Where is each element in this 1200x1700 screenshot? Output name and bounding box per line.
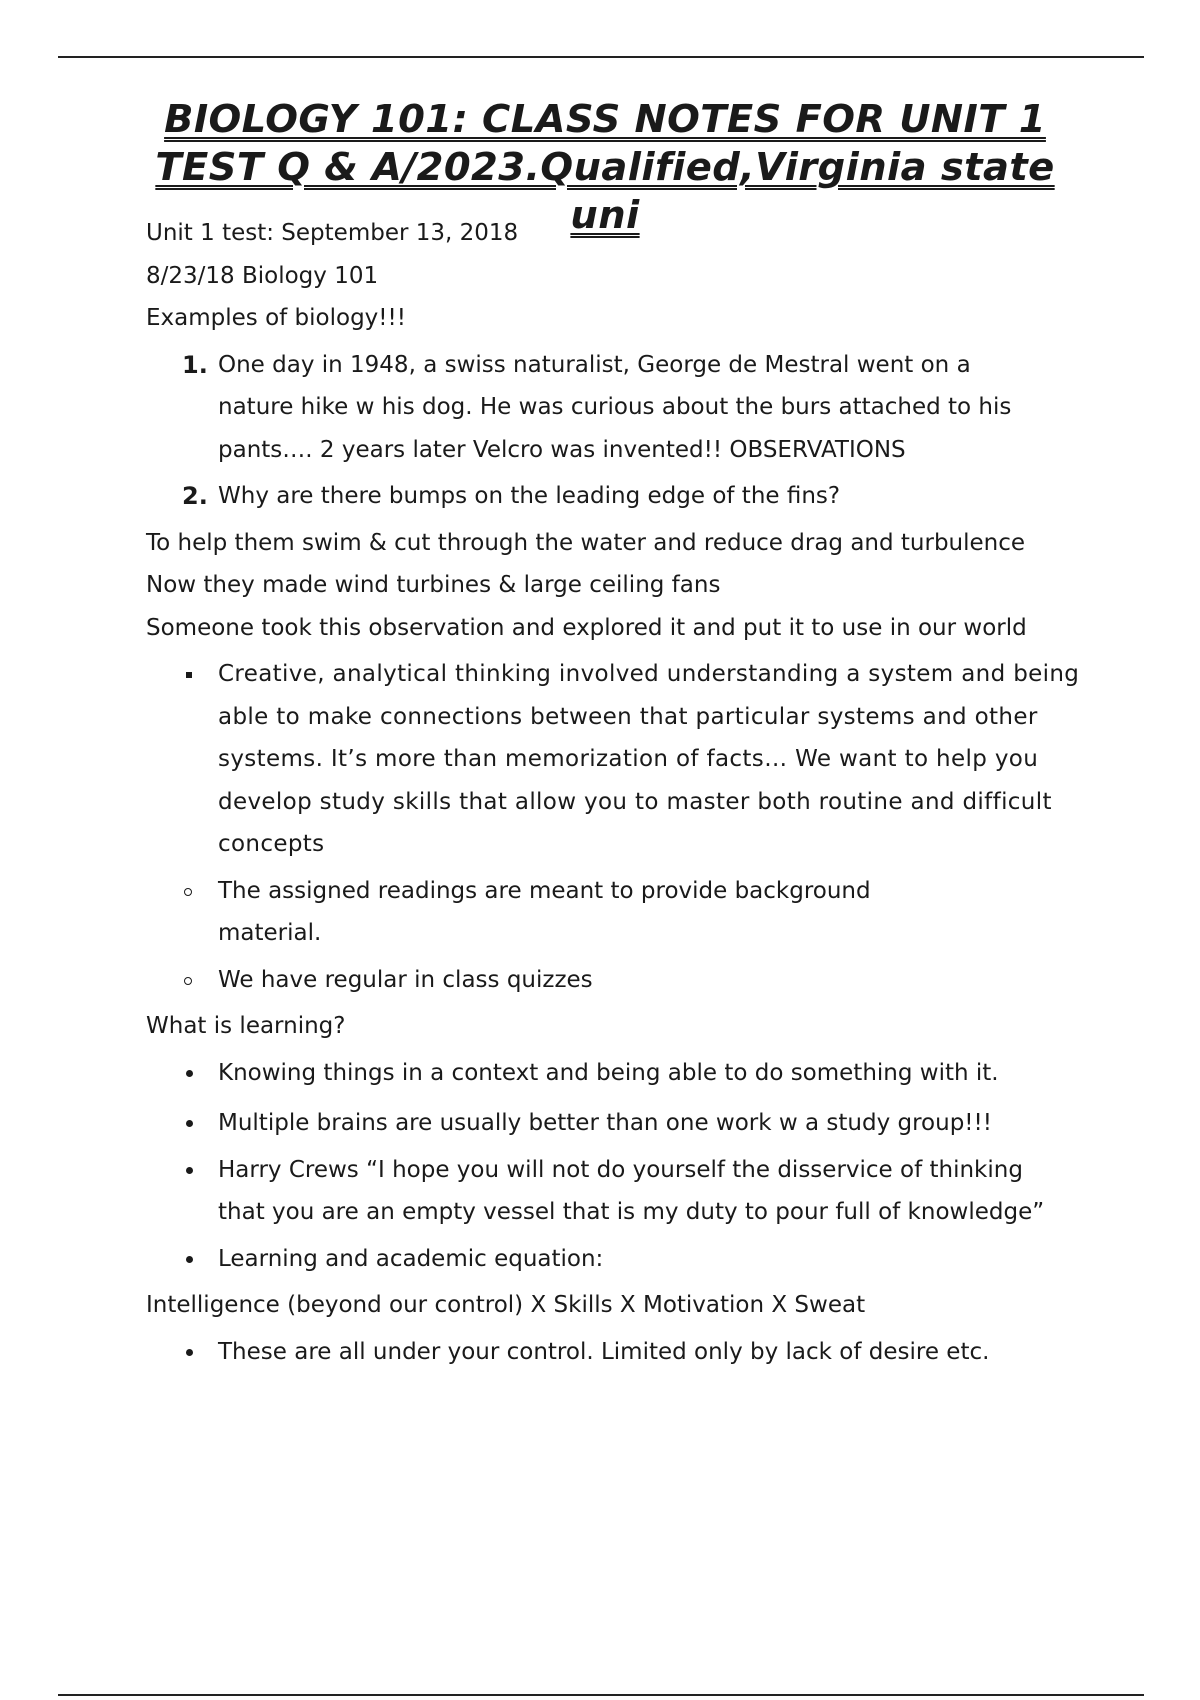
bottom-rule — [58, 1694, 1144, 1696]
list-item-text: Learning and academic equation: — [218, 1245, 604, 1272]
bullet-icon — [186, 1256, 193, 1263]
bullet-icon — [186, 1349, 193, 1356]
list-item-text: Multiple brains are usually better than one work w a study group!!! — [218, 1110, 992, 1136]
top-rule — [58, 56, 1144, 58]
intro-line: Examples of biology!!! — [146, 305, 406, 331]
paragraph: Someone took this observation and explored it and put it to use in our world — [146, 614, 1027, 641]
list-item-text: Creative, analytical thinking involved understanding a system and being able to make connections between that particular systems and other systems. It’s more than memorization of facts… We want to help you develop study skills that allow you to master both routine and difficult concepts — [218, 661, 1080, 857]
bullet-icon — [186, 1167, 193, 1174]
equation-line: Intelligence (beyond our control) X Skills X Motivation X Sweat — [146, 1292, 866, 1318]
intro-line: Unit 1 test: September 13, 2018 — [146, 220, 519, 246]
list-item-text: Harry Crews “I hope you will not do yourself the disservice of thinking that you are an empty vessel that is my duty to pour full of knowledge” — [218, 1156, 1045, 1225]
list-item — [146, 870, 1106, 955]
list-item-text: One day in 1948, a swiss naturalist, George de Mestral went on a nature hike w his dog. He was curious about the burs attached to his pants…. 2 years later Velcro was invented!! OBSERVATIONS — [218, 351, 1012, 463]
square-bullet-list — [146, 653, 1106, 866]
list-item — [146, 653, 1106, 866]
circle-bullet-list — [146, 870, 1106, 1002]
bullet-icon — [186, 1070, 193, 1077]
paragraph: Now they made wind turbines & large ceiling fans — [146, 572, 721, 598]
bullet-icon — [186, 1120, 193, 1127]
square-bullet-icon — [186, 672, 192, 678]
list-item-text: These are all under your control. Limited only by lack of desire etc. — [218, 1338, 990, 1365]
list-number: 2. — [182, 482, 208, 510]
list-item — [146, 959, 1106, 1002]
document-title: BIOLOGY 101: CLASS NOTES FOR UNIT 1 TEST Q & A/2023.Qualified,Virginia state uni — [155, 96, 1055, 238]
paragraph: To help them swim & cut through the water and reduce drag and turbulence — [146, 529, 1026, 556]
list-item-text: The assigned readings are meant to provide background material. — [218, 877, 871, 946]
list-item — [146, 1331, 1106, 1374]
list-item — [146, 1052, 1106, 1095]
section-heading: What is learning? — [146, 1013, 346, 1039]
document-body — [146, 212, 1106, 1373]
list-item-text: Knowing things in a context and being able to do something with it. — [218, 1059, 999, 1086]
list-item — [146, 1149, 1106, 1234]
numbered-list — [146, 344, 1106, 518]
circle-bullet-icon — [184, 977, 192, 985]
intro-line: 8/23/18 Biology 101 — [146, 262, 379, 289]
learning-bullet-list — [146, 1052, 1106, 1281]
final-bullet-list — [146, 1331, 1106, 1374]
list-item-text: Why are there bumps on the leading edge of the fins? — [218, 483, 841, 509]
list-item — [146, 1238, 1106, 1281]
list-item-text: We have regular in class quizzes — [218, 966, 593, 993]
list-item — [146, 1102, 1106, 1145]
list-item — [146, 475, 1106, 518]
circle-bullet-icon — [184, 888, 192, 896]
list-item — [146, 344, 1106, 472]
list-number: 1. — [182, 350, 208, 379]
